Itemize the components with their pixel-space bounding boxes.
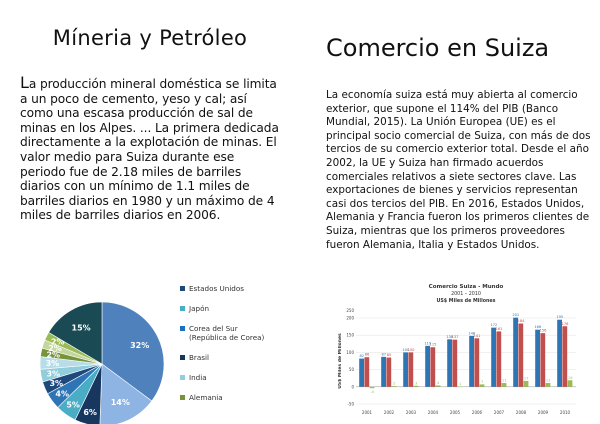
pie-chart [38,280,178,424]
bar [513,318,518,387]
x-tick-label: 2001 [361,410,373,415]
legend-swatch [180,375,185,380]
bar-value-label: 100 [402,347,410,352]
bar-value-label: 115 [429,342,437,347]
y-tick-label: 100 [346,349,354,355]
bar [452,340,457,387]
pie-slice-label: 3% [46,369,61,379]
legend-swatch [180,326,185,331]
x-tick-label: 2006 [471,410,483,415]
bar [568,380,573,387]
bar [518,324,523,387]
legend-label: Alemania [189,393,223,402]
pie-slice-label: 14% [110,397,130,407]
legend-swatch [180,306,185,311]
y-tick-label: 50 [348,367,354,373]
pie-slice-label: 15% [71,323,91,333]
bar [408,352,413,386]
bar-value-label: 156 [539,328,547,333]
bar [535,330,540,387]
bar-value-label: 161 [495,326,503,331]
bar-chart-title: Comercio Suiza - Mundo [428,284,504,290]
bar-value-label: -4 [370,390,374,395]
bar-value-label: 195 [556,315,564,320]
bar [414,386,419,387]
x-tick-label: 2009 [537,410,549,415]
legend-label: Japón [189,304,210,313]
bar-chart-subtitle2: US$ Miles de Millones [436,299,496,304]
legend-item-india [180,373,264,382]
bar [364,357,369,387]
mining-paragraph-text: a producción mineral doméstica se limita a un poco de cemento, yeso y cal; así como una escasa producción de sal de minas en los Alpes. ... La primera dedicada directamente a la explotación de minas. El valor medio para Suiza durante ese periodo fue de 2.18 miles de barriles diarios con un mínimo de 1.1 miles de barriles diarios en 1980 y un máximo de 4 miles de barriles diarios en 2006. [20,77,279,223]
trade-title: Comercio en Suiza [326,34,550,62]
bar [474,338,479,387]
legend-label: Corea del Sur [189,324,238,333]
legend-item-corea [180,324,264,342]
bar-chart-subtitle: 2001 – 2010 [451,292,481,297]
bar-value-label: 148 [468,331,476,336]
bar-value-label: 119 [424,341,432,346]
bar-value-label: 87 [381,352,387,357]
x-tick-label: 2004 [427,410,439,415]
bar-value-label: 176 [561,321,569,326]
y-tick-label: 0 [351,384,354,390]
trade-paragraph: La economía suiza está muy abierta al comercio exterior, que supone el 114% del PIB (Banco Mundial, 2015). La Unión Europea (UE) es el principal socio comercial de Suiza, con más de dos tercios de su comercio exterior total. Desde el año 2002, la UE y Suiza han firmado acuerdos comerciales relativos a siete sectores clave. Las exportaciones de bienes y servicios representan casi dos tercios del PIB. En 2016, Estados Unidos, Alemania y Francia fueron los primeros clientes de Suiza, mientras que los primeros proveedores fueron Alemania, Italia y Estados Unidos. [326,89,591,251]
legend-sublabel: (República de Corea) [189,333,265,342]
legend-label: Brasil [189,353,210,362]
bar-value-label: 141 [473,333,481,338]
bar-value-label: 138 [446,334,454,339]
mining-title: Míneria y Petróleo [52,26,248,50]
bar-value-label: 4 [437,380,440,385]
legend-label: India [189,373,207,382]
legend-item-brasil [180,353,264,362]
pie-slice-label: 2% [48,344,62,354]
bar-value-label: 3 [415,381,418,386]
legend-swatch [180,286,185,291]
bar-chart-svg [338,282,582,420]
bar [370,387,375,388]
bar-value-label: 7 [481,379,484,384]
bar [562,326,567,387]
bar [546,383,551,387]
pie-slice-label: 3% [49,379,64,389]
bar-value-label: 201 [512,313,520,318]
bar-value-label: 172 [490,323,498,328]
bar-value-label: 184 [517,319,525,324]
x-tick-label: 2007 [493,410,505,415]
bar-value-label: 2 [393,381,396,386]
bar [403,352,408,386]
bar [425,346,430,387]
x-tick-label: 2008 [515,410,527,415]
legend-label: Estados Unidos [189,284,245,293]
bar [480,384,485,386]
bar-value-label: 82 [359,354,365,359]
bar [436,385,441,386]
bar-value-label: 1 [459,381,462,386]
pie-legend [180,284,264,413]
bar-value-label: 11 [501,378,507,383]
x-tick-label: 2003 [405,410,417,415]
bar-chart-ylabel: US$ Miles de Millones [338,333,343,389]
pie-slice-label: 3% [45,359,60,369]
legend-swatch [180,355,185,360]
y-tick-label: 250 [346,308,354,313]
bar [359,359,364,387]
bar-value-label: 11 [545,378,551,383]
y-tick-label: -50 [347,401,354,407]
bar [392,386,397,387]
bar-value-label: 85 [386,353,392,358]
x-tick-label: 2005 [449,410,461,415]
legend-item-estados-unidos [180,284,264,293]
bar-value-label: 100 [407,347,415,352]
legend-swatch [180,395,185,400]
bar-value-label: 137 [451,335,459,340]
bar [557,320,562,387]
pie-slice-label: 2% [50,337,65,347]
bar [502,383,507,387]
pie-chart-svg [38,280,178,424]
bar-value-label: 17 [523,376,529,381]
pie-slice-label: 6% [83,408,97,418]
bar [469,336,474,387]
y-tick-label: 150 [346,332,354,338]
bar [524,381,529,387]
mining-dropcap: L [20,73,29,92]
bar [447,339,452,386]
pie-slice-label: 2% [46,350,61,360]
bar [491,328,496,387]
legend-item-alemania [180,393,264,402]
bar [430,347,435,387]
pie-slice-label: 4% [55,389,69,399]
x-tick-label: 2010 [559,410,571,415]
bar-value-label: 86 [364,352,370,357]
y-tick-label: 200 [346,315,354,321]
legend-item-japon [180,304,264,313]
pie-slice-label: 5% [66,400,80,410]
bar [386,358,391,387]
bar [458,386,463,387]
mining-paragraph [20,73,282,223]
bar-value-label: 166 [534,325,542,330]
bar [496,331,501,386]
pie-slice-label: 32% [130,341,150,351]
bar [540,333,545,387]
x-tick-label: 2002 [383,410,395,415]
bar [381,357,386,387]
bar-chart [338,282,582,420]
bar-value-label: 19 [567,375,573,380]
